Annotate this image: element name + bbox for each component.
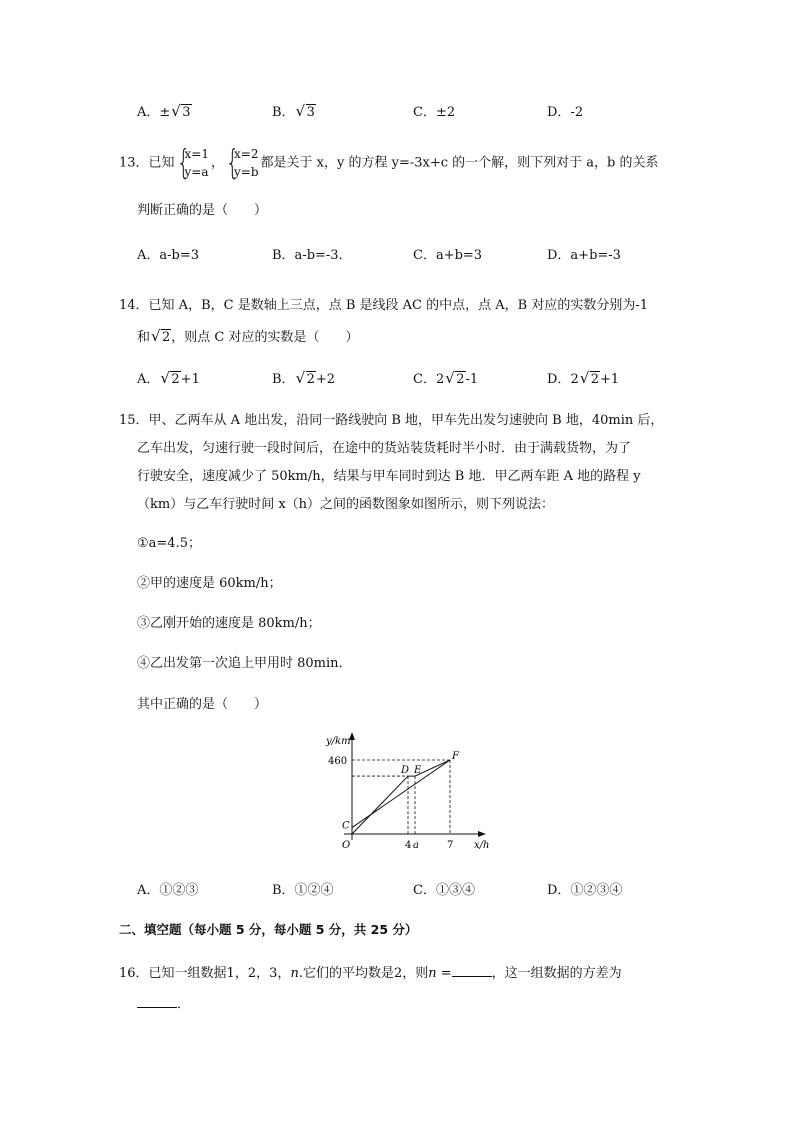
data-value: 2 [247, 966, 257, 981]
tail: +2 [315, 372, 336, 387]
point-label-e: E [414, 765, 422, 777]
q16-stem: 16．已知一组数据1，2，3，n.它们的平均数是2，则n = ，这一组数据的方差为 [119, 966, 622, 981]
option-letter: C． [413, 372, 436, 387]
data-value: 3 [269, 966, 278, 981]
q12-option-b [272, 101, 316, 120]
q12-option-d [547, 101, 583, 120]
sqrt [297, 105, 316, 120]
sqrt [581, 372, 600, 387]
sqrt [297, 372, 316, 387]
q15-option-b: B．①②④ [272, 883, 334, 898]
q13-option-b: B．a-b=-3． [272, 248, 352, 263]
tail: +1 [600, 372, 620, 387]
radicand: 3 [182, 105, 191, 120]
option-letter: D． [547, 105, 571, 120]
text: ，则 [402, 966, 429, 981]
option-text: -2 [570, 105, 584, 120]
radicand: 2 [162, 330, 171, 345]
sqrt [446, 372, 465, 387]
q15-option-a: A．①②③ [137, 883, 199, 898]
system-line: y=b [234, 165, 259, 179]
x-tick-label: a [413, 840, 419, 851]
question-text: 都是关于 x，y 的方程 y=-3x+c 的一个解，则下列对于 a，b 的关系 [260, 155, 659, 171]
equation-system-1 [177, 145, 209, 181]
q13-stem-line2: 判断正确的是（ ） [137, 203, 268, 218]
radicand: 3 [306, 105, 315, 120]
text: ． [177, 997, 191, 1012]
option-text: ±2 [435, 105, 456, 120]
tail: -1 [465, 372, 479, 387]
tail: +1 [180, 372, 200, 387]
option-letter: B． [272, 105, 295, 120]
q16-line2 [137, 993, 190, 1012]
system-line: y=a [184, 165, 209, 179]
q15-stem-line2: 乙车出发，匀速行驶一段时间后，在途中的货站装货耗时半小时．由于满载货物，为了 [137, 441, 632, 456]
q15-statement-2: ②甲的速度是 60km/h； [137, 576, 282, 591]
q12-option-c [413, 101, 455, 120]
option-letter: D． [547, 372, 571, 387]
brace-icon: { [226, 143, 240, 183]
text: ，这一组数据的方差为 [491, 966, 622, 981]
coef: 2 [435, 372, 445, 387]
y-axis-label: y/km [326, 736, 351, 747]
question-number: 13．已知 [119, 155, 175, 171]
q15-option-d: D．①②③④ [547, 883, 623, 898]
q14-option-a [137, 368, 200, 387]
q15-statement-3: ③乙刚开始的速度是 80km/h； [137, 616, 321, 631]
mean-value: 2 [393, 966, 403, 981]
option-letter: B． [272, 372, 295, 387]
q14-option-c [413, 368, 478, 387]
sqrt [152, 330, 171, 345]
sqrt [172, 105, 191, 120]
option-letter: C． [413, 105, 436, 120]
q15-stem-line4: （km）与乙车行驶时间 x（h）之间的函数图象如图所示，则下列说法： [137, 497, 555, 512]
x-tick-label: 7 [447, 840, 454, 851]
x-axis-arrow-icon [478, 831, 486, 837]
section-heading: 二、填空题（每小题 5 分，每小题 5 分，共 25 分） [119, 922, 418, 937]
point-label-o: O [342, 840, 351, 851]
q13-stem [119, 145, 659, 181]
text: 和 [137, 330, 151, 345]
q14-option-b [272, 368, 335, 387]
option-letter: A． [137, 372, 160, 387]
q15-ask: 其中正确的是（ ） [137, 697, 268, 712]
x-tick-label: 4 [405, 840, 412, 851]
radicand: 2 [306, 372, 315, 387]
data-value: n [290, 966, 299, 981]
q14-stem-line2 [137, 326, 359, 345]
function-graph [320, 728, 495, 858]
option-letter: A． [137, 105, 160, 120]
q15-stem-line1: 15．甲、乙两车从 A 地出发，沿同一路线驶向 B 地，甲车先出发匀速驶向 B 地，40min 后， [119, 413, 664, 428]
point-label-d: D [401, 765, 410, 777]
system-line: x=1 [184, 147, 210, 161]
text: 16．已知一组数据 [119, 966, 227, 981]
text: ，则点 C 对应的实数是（ ） [171, 330, 359, 345]
q15-stem-line3: 行驶安全，速度减少了 50km/h，结果与甲车同时到达 B 地．甲乙两车距 A 地的路程 y [137, 469, 641, 484]
separator: ， [211, 155, 225, 171]
coef: 2 [570, 372, 579, 387]
q15-option-c: C．①③④ [413, 883, 475, 898]
text: = [436, 966, 452, 981]
answer-blank-1[interactable] [452, 964, 492, 977]
point-label-f: F [452, 751, 459, 762]
radicand: 2 [456, 372, 465, 387]
radicand: 2 [590, 372, 599, 387]
system-line: x=2 [234, 147, 259, 161]
q14-option-d [547, 368, 619, 387]
brace-icon: { [176, 143, 190, 183]
sqrt [161, 372, 180, 387]
radicand: 2 [171, 372, 180, 387]
q14-stem-line1: 14．已知 A，B，C 是数轴上三点，点 B 是线段 AC 的中点，点 A，B 对应的实数分别为-1 [119, 298, 648, 313]
text: .它们的平均数是 [298, 966, 394, 981]
y-tick-label: 460 [328, 756, 348, 767]
x-axis-label: x/h [474, 840, 490, 851]
q13-option-c: C．a+b=3 [413, 248, 483, 263]
equation-system-2 [226, 145, 259, 181]
answer-blank-2[interactable] [137, 995, 177, 1008]
q13-option-a: A．a-b=3 [137, 248, 200, 263]
q15-statement-1: ①a=4.5； [137, 536, 201, 551]
q15-statement-4: ④乙出发第一次追上甲用时 80min． [137, 656, 352, 671]
q13-option-d: D．a+b=-3 [547, 248, 621, 263]
point-label-c: C [342, 820, 350, 832]
variable: n [428, 966, 437, 981]
option-prefix: ± [159, 105, 171, 120]
data-value: 1 [226, 966, 235, 981]
q12-option-a [137, 101, 192, 120]
